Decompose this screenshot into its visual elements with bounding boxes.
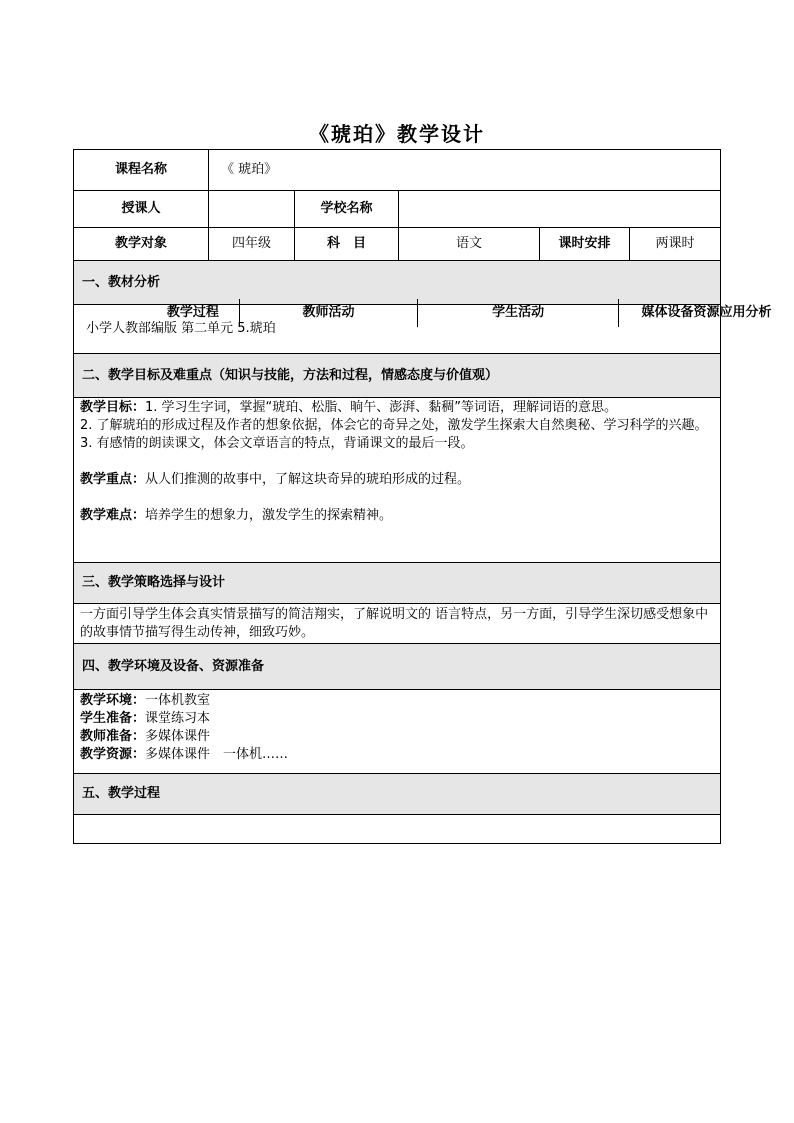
objectives-cell: [74, 398, 721, 563]
goal-1: 1. 学习生字词，掌握“琥珀、松脂、晌午、澎湃、黏稠”等词语，理解词语的意思。: [145, 400, 618, 415]
subject-value: 语文: [399, 228, 540, 261]
section-1-text: 小学人教部编版 第二单元 5.琥珀: [74, 305, 721, 354]
course-name-value: 《 琥珀》: [209, 150, 721, 191]
goal-2: 2. 了解琥珀的形成过程及作者的想象依据，体会它的奇异之处，激发学生探索大自然奥秘、学习科学的兴趣。: [80, 418, 708, 433]
lesson-plan-table: [73, 149, 772, 844]
schedule-label: 课时安排: [540, 228, 630, 261]
difficulty-text: 培养学生的想象力，激发学生的探索精神。: [145, 508, 393, 523]
process-col-stage: 教学过程: [147, 299, 240, 327]
teacher-prep-label: 教师准备：: [80, 729, 146, 744]
course-name-label: 课程名称: [74, 150, 209, 191]
section-3-text: 一方面引导学生体会真实情景描写的简洁翔实，了解说明文的 语言特点，另一方面，引导学生深切感受想象中的故事情节描写得生动传神，细致巧妙。: [74, 604, 721, 644]
course-name-row: [74, 150, 721, 191]
environment-label: 教学环境：: [80, 693, 146, 708]
resources-label: 教学资源：: [80, 747, 146, 762]
student-prep-label: 学生准备：: [80, 711, 146, 726]
section-5-heading: 五、教学过程: [74, 774, 721, 815]
key-point-text: 从人们推测的故事中，了解这块奇异的琥珀形成的过程。: [145, 472, 471, 487]
section-3-heading: 三、教学策略选择与设计: [74, 563, 721, 604]
teacher-value: [209, 191, 295, 228]
goal-3: 3. 有感情的朗读课文，体会文章语言的特点，背诵课文的最后一段。: [80, 436, 474, 451]
section-1-heading: 一、教材分析: [74, 261, 721, 305]
teacher-prep-text: 多媒体课件: [145, 729, 211, 744]
process-col-teacher-activity: 教师活动: [240, 299, 418, 327]
document-title: 《琥珀》教学设计: [309, 122, 485, 146]
teacher-school-row: [74, 191, 721, 228]
environment-text: 一体机教室: [145, 693, 211, 708]
school-value: [399, 191, 721, 228]
goals-label: 教学目标：: [80, 400, 146, 415]
section-4-heading: 四、教学环境及设备、资源准备: [74, 644, 721, 690]
audience-label: 教学对象: [74, 228, 209, 261]
resources-text: 多媒体课件 一体机……: [145, 747, 289, 762]
key-point-label: 教学重点：: [80, 472, 146, 487]
subject-label: 科 目: [295, 228, 399, 261]
process-header-table: [147, 299, 794, 327]
audience-row: [74, 228, 721, 261]
section-2-heading: 二、教学目标及难重点（知识与技能，方法和过程，情感态度与价值观）: [74, 354, 721, 398]
school-label: 学校名称: [295, 191, 399, 228]
environment-cell: [74, 690, 721, 774]
difficulty-label: 教学难点：: [80, 508, 146, 523]
audience-value: 四年级: [209, 228, 295, 261]
student-prep-text: 课堂练习本: [145, 711, 211, 726]
process-col-media-analysis: 媒体设备资源应用分析: [641, 304, 772, 320]
teacher-label: 授课人: [74, 191, 209, 228]
process-col-student-activity: 学生活动: [417, 299, 619, 327]
schedule-value: 两课时: [630, 228, 721, 261]
